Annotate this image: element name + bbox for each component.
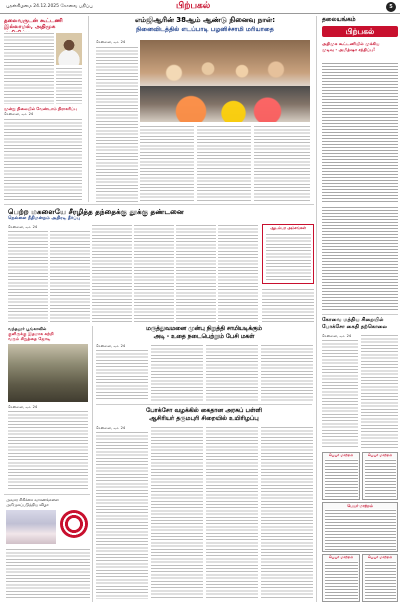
ad-body-3 [325,509,396,551]
center-box-title: ஆடம்பர அம்சங்கள் [270,225,306,230]
story4-col3 [206,426,258,599]
story4-col4 [261,426,313,599]
ad-title-3: பெயர் மாற்றம் [347,503,373,508]
lead-dateline: சென்னை, டிச. 24 [96,40,126,44]
story2-col7 [262,288,314,322]
ad-title-5: பெயர் மாற்றம் [367,555,393,559]
column-rule [88,16,89,202]
story3-col1 [96,349,148,401]
ad-box-1 [322,452,360,500]
memorial-floral-photo [140,86,310,122]
right-story-col1 [322,339,358,449]
lead-body-col3 [197,125,251,202]
zoo-caption-line3: வரும் சிறுத்தை ஜோடி [8,336,51,341]
zoo-dateline: சென்னை, டிச. 24 [8,405,38,409]
right-story-headline-line1: கோவை மத்திய சிறையில் [322,317,384,323]
right-panel-masthead: பிற்பகல் [322,26,398,37]
right-column-rule [316,16,317,602]
ad-box-2 [362,452,398,500]
ad-body-4 [325,561,358,601]
ad-title-4: பெயர் மாற்றம் [328,555,354,559]
story2-col3 [92,224,132,322]
left-top-body [4,32,54,104]
ad-body-2 [365,459,396,499]
story2-col5 [176,224,216,322]
left-body-3 [4,118,82,202]
story3-headline-line1: மருத்துவமனை முன்பு நிறுத்தி சாமியடிக்கும் [146,326,262,332]
lead-headline-line1: எம்ஜிஆரின் 38ஆம் ஆண்டு நினைவு நாள்: [134,16,276,24]
section-rule [4,204,314,205]
lead-body-col4 [254,125,310,202]
story3-dateline: சென்னை, டிச. 24 [96,344,126,348]
bottom-left-body [6,548,90,600]
story3-headline-block [96,326,312,341]
edition-date: புதன்கிழமை 24.12.2025 கோவை பதிப்பு [6,4,93,9]
story4-col2 [151,426,203,599]
story3-col3 [206,344,258,401]
right-panel-sub-line1: அதிமுக கூட்டணியில் முக்கிய [322,41,380,46]
zoo-caption-line1: வந்தலூர் பூங்காவில் [8,326,47,331]
left-top-headline-line1: தலைவருடன் கூட்டணி [4,18,63,24]
ad-box-3 [322,502,398,552]
ad-box-4 [322,554,360,602]
story4-headline-line2: ஆசிரியர் தருமபுரி சிறையில் உயிரிழப்பு [149,415,259,422]
story2-headline: பெற்ற மகளையே சீரழித்த தந்தைக்கு தூக்கு தண்டனை [8,207,184,216]
left-top-body-2 [56,67,82,104]
lead-body-col2 [140,125,194,202]
story3-col4 [261,344,313,401]
story3-headline-line2: அடி - உதை நடைபெற்றும் பேசி மகள் [153,333,255,340]
right-panel-body-2 [322,206,398,310]
right-story-col2 [361,334,398,449]
right-story-dateline: சென்னை, டிச. 24 [322,334,352,338]
lead-body-col1 [96,46,138,202]
right-story-rule [322,314,398,315]
story2-col6 [218,224,258,322]
lead-headline [96,16,314,38]
left-top-headline [4,18,80,30]
right-story-headline [322,317,398,331]
ad-title-2: பெயர் மாற்றம் [367,453,393,457]
ad-body-5 [365,561,396,601]
right-panel-sub-line2: முடிவு - அமித்ஷா சந்திப்பு! [322,46,376,52]
seal-logo [60,510,88,538]
zoo-photo [8,344,88,402]
story2-subhead: நெல்லை நீதிமன்றம் அதிரடி தீர்ப்பு [8,216,81,221]
left-dateline: சென்னை, டிச. 24 [4,112,34,116]
right-story-headline-line2: போக்சோ கைதி தற்கொலை [322,324,388,330]
story4-headline-line1: போக்சோ வழக்கில் கைதான அரசுப் பள்ளி [145,407,263,414]
left-top-headline-line2: இல்லாமல், அதிமுக [4,24,56,30]
page-number-badge: 5 [386,2,396,12]
left-subhead: மூன்று நிலையில் வேண்டாம் நிராகரிப்பு [4,106,77,111]
story4-headline-block [96,407,312,423]
top-bar [0,0,400,14]
ad-title-1: பெயர் மாற்றம் [328,453,354,457]
lead-headline-line2: நினைவிடத்தில் எடப்பாடி பழனிச்சாமி மரியாதை [136,26,274,33]
story2-dateline: சென்னை, டிச. 24 [8,225,38,229]
ad-box-5 [362,554,398,602]
zoo-body [8,410,88,490]
story3-col2 [151,344,203,401]
right-panel-kicker: தலையங்கம் [322,16,356,23]
bottom-left-rule [4,494,90,495]
story2-col1 [8,230,48,322]
ad-body-1 [325,459,358,499]
story4-dateline: சென்னை, டிச. 24 [96,426,126,430]
politician-portrait [56,33,82,65]
zoo-caption [8,326,88,341]
story2-col2 [50,230,90,322]
center-box [262,224,314,284]
story4-rule [96,404,312,405]
event-photo [6,510,56,544]
story2-headline-block [8,207,308,222]
zoo-caption-line2: குளிருக்கு இதமாக சுற்றி [8,331,54,336]
story2-col4 [134,224,174,322]
story4-col1 [96,431,148,599]
column-rule-3 [92,326,93,602]
center-box-body [266,233,311,281]
bottom-left-headline: அவசர சிகிச்சை வாகனங்களை அறிமுகப்படுத்திய விழா [6,497,59,507]
right-panel-body [322,62,398,202]
masthead-small: பிற்பகல் [176,1,211,11]
